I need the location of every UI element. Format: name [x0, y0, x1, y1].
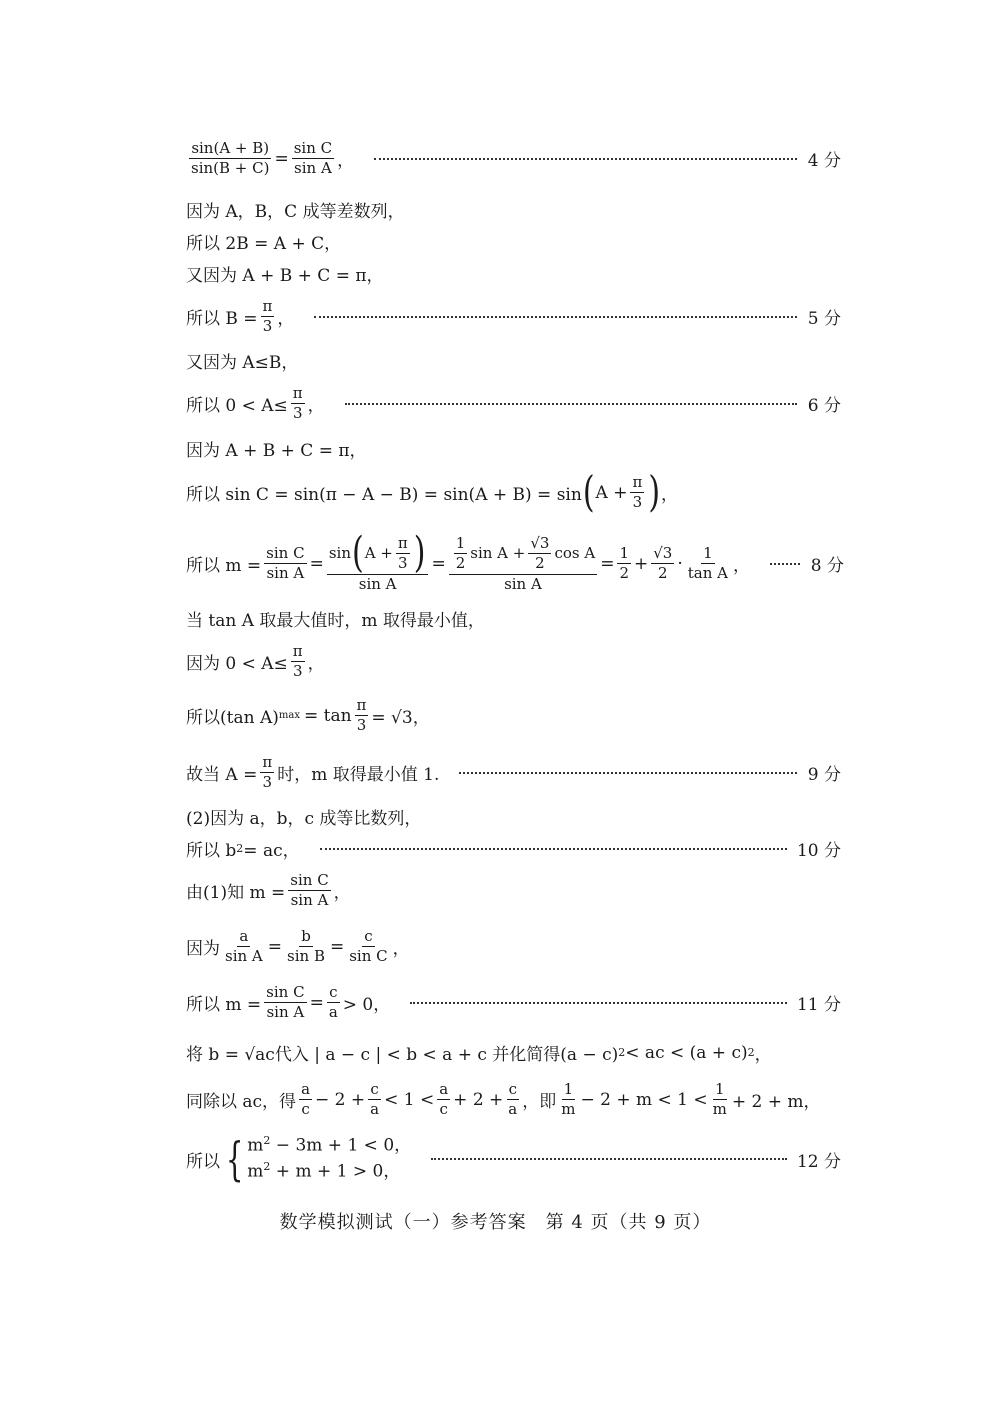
fraction-numerator: π — [261, 298, 275, 317]
fraction-denominator: sin A — [225, 947, 263, 966]
line-text: 所以 — [186, 1151, 220, 1172]
fraction-denominator: sin A — [504, 574, 542, 593]
fraction-denominator: m — [561, 1100, 576, 1119]
subscript: max — [278, 710, 300, 722]
fraction-denominator: 3 — [356, 716, 367, 735]
line-text: 所以 m = — [186, 995, 262, 1016]
fraction-numerator: 1 — [617, 545, 631, 564]
score-label: 12 分 — [796, 1151, 841, 1172]
fraction-denominator: c — [439, 1100, 448, 1119]
superscript: 2 — [747, 1046, 755, 1059]
line-text: > 0， — [342, 995, 391, 1016]
solution-line-5 — [186, 298, 841, 336]
equals-sign: = — [309, 553, 324, 574]
superscript: 2 — [618, 1046, 626, 1059]
solution-line-6: 又因为 A≤B， — [186, 353, 299, 373]
line-text: A + — [364, 544, 393, 563]
fraction-denominator: m — [712, 1100, 727, 1119]
solution-line-22 — [186, 1132, 841, 1186]
dot-operator: · — [677, 553, 683, 574]
fraction-denominator: sin A — [266, 1003, 305, 1022]
fraction-denominator: 2 — [455, 554, 466, 573]
line-text: < ac < (a + c) — [625, 1042, 748, 1063]
fraction-numerator: π — [260, 754, 274, 773]
fraction-numerator: c — [507, 1081, 519, 1100]
fraction-denominator: sin C — [349, 947, 388, 966]
dot-leader — [770, 563, 800, 565]
line-text: 所以 b — [186, 841, 237, 861]
superscript: 2 — [236, 842, 244, 855]
line-text: cos A — [554, 544, 596, 563]
score-label: 4 分 — [807, 151, 841, 172]
system-row-2: $m^2 + m + 1 > 0$， — [247, 1160, 401, 1182]
line-text: 所以 m = — [186, 556, 262, 577]
fraction-denominator: sin A — [290, 891, 329, 910]
equals-sign: = — [431, 553, 446, 574]
dot-leader — [345, 403, 797, 405]
solution-line-21 — [186, 1081, 841, 1119]
fraction-denominator: 2 — [658, 564, 668, 583]
fraction-numerator: sin C — [264, 545, 306, 564]
fraction-numerator: 1 — [713, 1081, 727, 1100]
left-brace: { — [225, 1132, 244, 1186]
score-label: 10 分 — [796, 841, 841, 861]
solution-line-12 — [186, 643, 841, 681]
solution-line-18: 因为 $\frac{a}{\text{sin A}}$ = $\frac{b}{\text{sin B}}$ = $\frac{c}{\text{sin C}}$ ， — [186, 927, 410, 966]
fraction-denominator: 3 — [632, 493, 643, 512]
fraction-numerator: π — [630, 474, 644, 493]
left-paren: ( — [351, 528, 364, 578]
line-text: ，即 — [522, 1092, 557, 1113]
fraction-denominator: 3 — [262, 773, 273, 792]
line-text: 所以 0 < A≤ — [186, 396, 288, 417]
solution-line-1 — [186, 140, 841, 178]
fraction-denominator: sin A — [358, 574, 397, 593]
fraction-denominator: 3 — [398, 554, 408, 573]
line-text: 因为 0 < A≤ — [186, 654, 288, 675]
solution-line-15: (2)因为 a，b，c 成等比数列， — [186, 809, 422, 829]
solution-line-16 — [186, 836, 841, 861]
score-label: 9 分 — [807, 765, 841, 786]
fraction-numerator: π — [291, 643, 305, 662]
line-text: − 2 + m < 1 < — [580, 1089, 708, 1110]
fraction-denominator: sin(B + C) — [191, 159, 270, 178]
score-label: 8 分 — [810, 556, 844, 577]
fraction-denominator: sin A — [294, 159, 332, 178]
left-paren: ( — [582, 468, 595, 518]
line-text: ， — [661, 485, 679, 506]
dot-leader — [314, 316, 797, 318]
dot-leader — [320, 848, 787, 850]
line-text: = √3， — [371, 708, 430, 729]
solution-line-10 — [186, 528, 844, 593]
system-row-1: $m^2 - 3m + 1 < 0$， — [247, 1133, 412, 1156]
dot-leader — [374, 158, 797, 160]
line-text: ， — [277, 309, 295, 330]
fraction-denominator: sin B — [287, 947, 325, 966]
line-text: 所以 B = — [186, 309, 258, 330]
page-footer: 数学模拟测试（一）参考答案 第 4 页（共 9 页） — [279, 1212, 712, 1233]
line-text: 由(1)知 m = — [186, 883, 286, 904]
line-text: A + — [595, 482, 628, 503]
fraction-denominator: 3 — [262, 317, 273, 336]
line-text: 因为 — [186, 939, 220, 960]
line-text: ， — [307, 396, 325, 417]
compound-fraction — [449, 535, 597, 593]
solution-line-2: 因为 A，B，C 成等差数列， — [186, 202, 405, 222]
score-label: 5 分 — [807, 309, 841, 330]
fraction-numerator: π — [355, 697, 369, 716]
line-text: 所以(tan A) — [186, 708, 279, 729]
plus-sign: + — [633, 553, 649, 574]
solution-line-19: 所以 m = $\frac{\text{sin C}}{\text{sin A}}$ = $\frac{c}{a}$ > 0， 11 分 — [186, 983, 841, 1022]
inequality-system — [220, 1132, 411, 1186]
fraction-numerator: sin(A + B) — [189, 140, 271, 159]
fraction-denominator: 3 — [292, 662, 303, 681]
fraction-numerator: a — [437, 1081, 450, 1100]
solution-line-14 — [186, 754, 841, 792]
fraction-numerator: sin C — [264, 984, 306, 1003]
line-text: 将 b = √ac代入 | a − c | < b < a + c 并化简得(a − c) — [186, 1045, 619, 1065]
solution-line-9 — [186, 468, 841, 518]
solution-line-3: 所以 2B = A + C， — [186, 234, 342, 254]
line-text: < 1 < — [384, 1089, 435, 1110]
dot-leader — [459, 772, 797, 774]
solution-line-8: 因为 A + B + C = π， — [186, 441, 367, 461]
fraction-numerator: sin C — [288, 872, 330, 891]
fraction-numerator: b — [299, 928, 313, 947]
line-text: − 2 + — [315, 1089, 366, 1110]
right-paren: ) — [413, 528, 426, 578]
fraction-denominator: 2 — [619, 564, 629, 583]
equals-sign: = — [600, 553, 615, 574]
line-text: = ac， — [243, 841, 300, 861]
fraction-denominator: tan A — [687, 564, 728, 583]
fraction-numerator: π — [291, 385, 305, 404]
line-text: + 2 + m， — [731, 1092, 821, 1113]
line-text: ， — [307, 654, 325, 675]
line-text: ， — [732, 556, 750, 577]
line-text: + 2 + — [453, 1089, 504, 1110]
fraction-numerator: √3 — [651, 545, 674, 564]
fraction-denominator: a — [328, 1003, 338, 1022]
line-text: 同除以 ac，得 — [186, 1092, 297, 1113]
line-text: sin — [328, 544, 351, 563]
line-text: ， — [754, 1045, 772, 1065]
fraction-denominator: 2 — [535, 554, 545, 573]
solution-line-11: 当 tan A 取最大值时，m 取得最小值， — [186, 611, 485, 631]
fraction-denominator: c — [301, 1100, 310, 1119]
fraction-numerator: c — [327, 984, 339, 1003]
line-text: ， — [333, 883, 351, 904]
fraction-numerator: a — [237, 928, 250, 947]
line-text: sin A + — [470, 544, 526, 563]
dot-leader — [410, 1002, 787, 1004]
line-text: 时，m 取得最小值 1. — [277, 765, 440, 786]
fraction-numerator: a — [299, 1081, 312, 1100]
fraction-numerator: 1 — [562, 1081, 576, 1100]
solution-line-13 — [186, 697, 841, 735]
solution-line-17 — [186, 872, 841, 910]
compound-fraction — [327, 528, 429, 593]
score-label: 11 分 — [796, 995, 841, 1016]
line-text: = tan — [303, 705, 352, 726]
solution-line-7 — [186, 385, 841, 423]
fraction-numerator: sin C — [292, 140, 334, 159]
fraction-numerator: c — [368, 1081, 380, 1100]
fraction-numerator: 1 — [701, 545, 715, 564]
solution-line-4: 又因为 A + B + C = π， — [186, 266, 384, 286]
dot-leader — [431, 1158, 787, 1160]
fraction-numerator: π — [396, 535, 410, 554]
fraction-denominator: a — [508, 1100, 518, 1119]
solution-line-20 — [186, 1040, 841, 1065]
score-label: 6 分 — [807, 396, 841, 417]
fraction-denominator: a — [370, 1100, 380, 1119]
line-text: ， — [392, 939, 410, 960]
right-paren: ) — [648, 468, 661, 518]
fraction-denominator: 3 — [292, 404, 303, 423]
fraction-denominator: sin A — [266, 564, 305, 583]
ratio-equation: $\frac{\sin(A + B)}{\sin(B + C)}$ = $\frac{\text{sin C}}{\text{sin A}}$ ， — [191, 139, 355, 178]
fraction-numerator: c — [362, 928, 374, 947]
line-text: 故当 A = — [186, 765, 258, 786]
fraction-numerator: 1 — [454, 535, 468, 554]
line-text: 所以 sin C = sin(π − A − B) = sin(A + B) = sin — [186, 485, 582, 506]
fraction-numerator: √3 — [528, 535, 551, 554]
